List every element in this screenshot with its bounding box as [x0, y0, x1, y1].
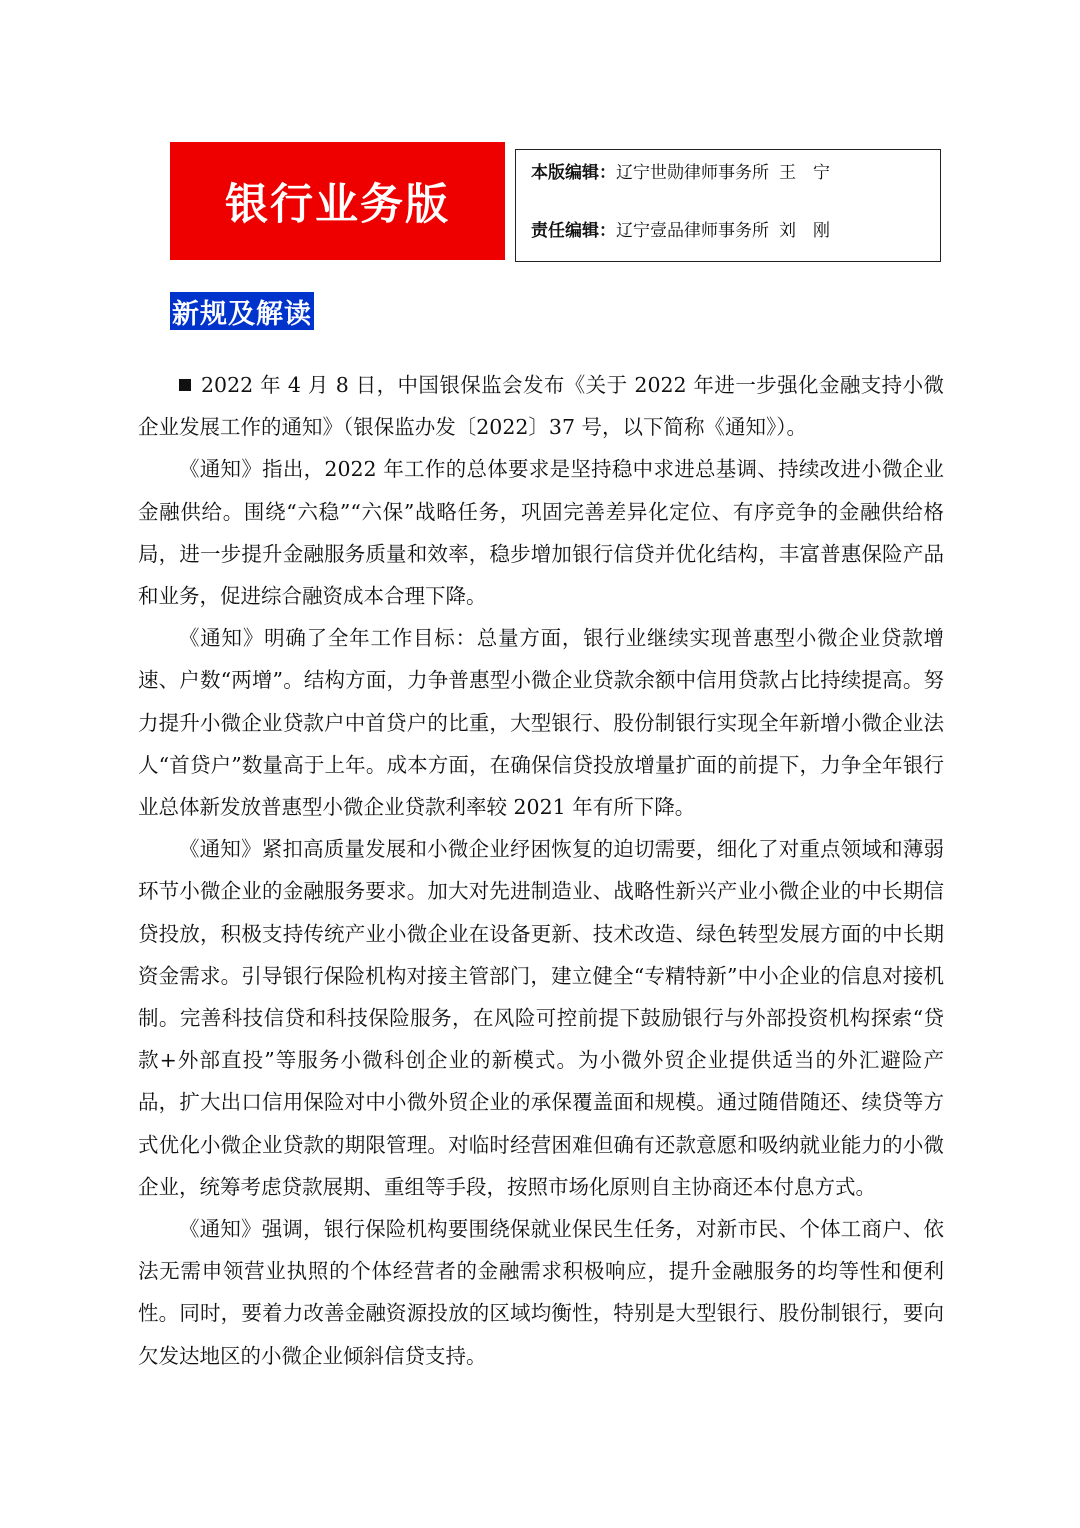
- editor-org: 辽宁壹品律师事务所: [616, 221, 769, 241]
- section-title: 银行业务版: [225, 179, 450, 230]
- section-title-banner: [170, 142, 505, 260]
- article-body: [138, 364, 944, 1377]
- editor-line-page: [531, 160, 940, 208]
- paragraph-text: 2022 年 4 月 8 日，中国银保监会发布《关于 2022 年进一步强化金融支持小微企业发展工作的通知》（银保监办发〔2022〕37 号，以下简称《通知》）。: [138, 373, 944, 440]
- editor-org: 辽宁世勋律师事务所: [616, 163, 769, 183]
- article-paragraph: 《通知》明确了全年工作目标：总量方面，银行业继续实现普惠型小微企业贷款增速、户数“两增”。结构方面，力争普惠型小微企业贷款余额中信用贷款占比持续提高。努力提升小微企业贷款户中首贷户的比重，大型银行、股份制银行实现全年新增小微企业法人“首贷户”数量高于上年。成本方面，在确保信贷投放增量扩面的前提下，力争全年银行业总体新发放普惠型小微企业贷款利率较 2021 年有所下降。: [138, 626, 944, 820]
- article-paragraph: 《通知》指出，2022 年工作的总体要求是坚持稳中求进总基调、持续改进小微企业金融供给。围绕“六稳”“六保”战略任务，巩固完善差异化定位、有序竞争的金融供给格局，进一步提升金融服务质量和效率，稳步增加银行信贷并优化结构，丰富普惠保险产品和业务，促进综合融资成本合理下降。: [138, 457, 944, 609]
- article-paragraph: [138, 364, 944, 448]
- editor-label: 责任编辑：: [531, 221, 616, 241]
- square-bullet-icon: [179, 379, 191, 391]
- editor-line-responsible: [531, 218, 940, 266]
- editor-name: 刘 刚: [779, 221, 830, 241]
- column-tag: [170, 292, 314, 330]
- editor-name: 王 宁: [779, 163, 830, 183]
- editor-info-box: [515, 149, 941, 262]
- article-paragraph: 《通知》强调，银行保险机构要围绕保就业保民生任务，对新市民、个体工商户、依法无需申领营业执照的个体经营者的金融需求积极响应，提升金融服务的均等性和便利性。同时，要着力改善金融资源投放的区域均衡性，特别是大型银行、股份制银行，要向欠发达地区的小微企业倾斜信贷支持。: [138, 1217, 944, 1368]
- article-paragraph: 《通知》紧扣高质量发展和小微企业纾困恢复的迫切需要，细化了对重点领域和薄弱环节小微企业的金融服务要求。加大对先进制造业、战略性新兴产业小微企业的中长期信贷投放，积极支持传统产业小微企业在设备更新、技术改造、绿色转型发展方面的中长期资金需求。引导银行保险机构对接主管部门，建立健全“专精特新”中小企业的信息对接机制。完善科技信贷和科技保险服务，在风险可控前提下鼓励银行与外部投资机构探索“贷款+外部直投”等服务小微科创企业的新模式。为小微外贸企业提供适当的外汇避险产品，扩大出口信用保险对中小微外贸企业的承保覆盖面和规模。通过随借随还、续贷等方式优化小微企业贷款的期限管理。对临时经营困难但确有还款意愿和吸纳就业能力的小微企业，统筹考虑贷款展期、重组等手段，按照市场化原则自主协商还本付息方式。: [138, 837, 944, 1199]
- column-tag-label: 新规及解读: [172, 298, 312, 330]
- editor-label: 本版编辑：: [531, 163, 616, 183]
